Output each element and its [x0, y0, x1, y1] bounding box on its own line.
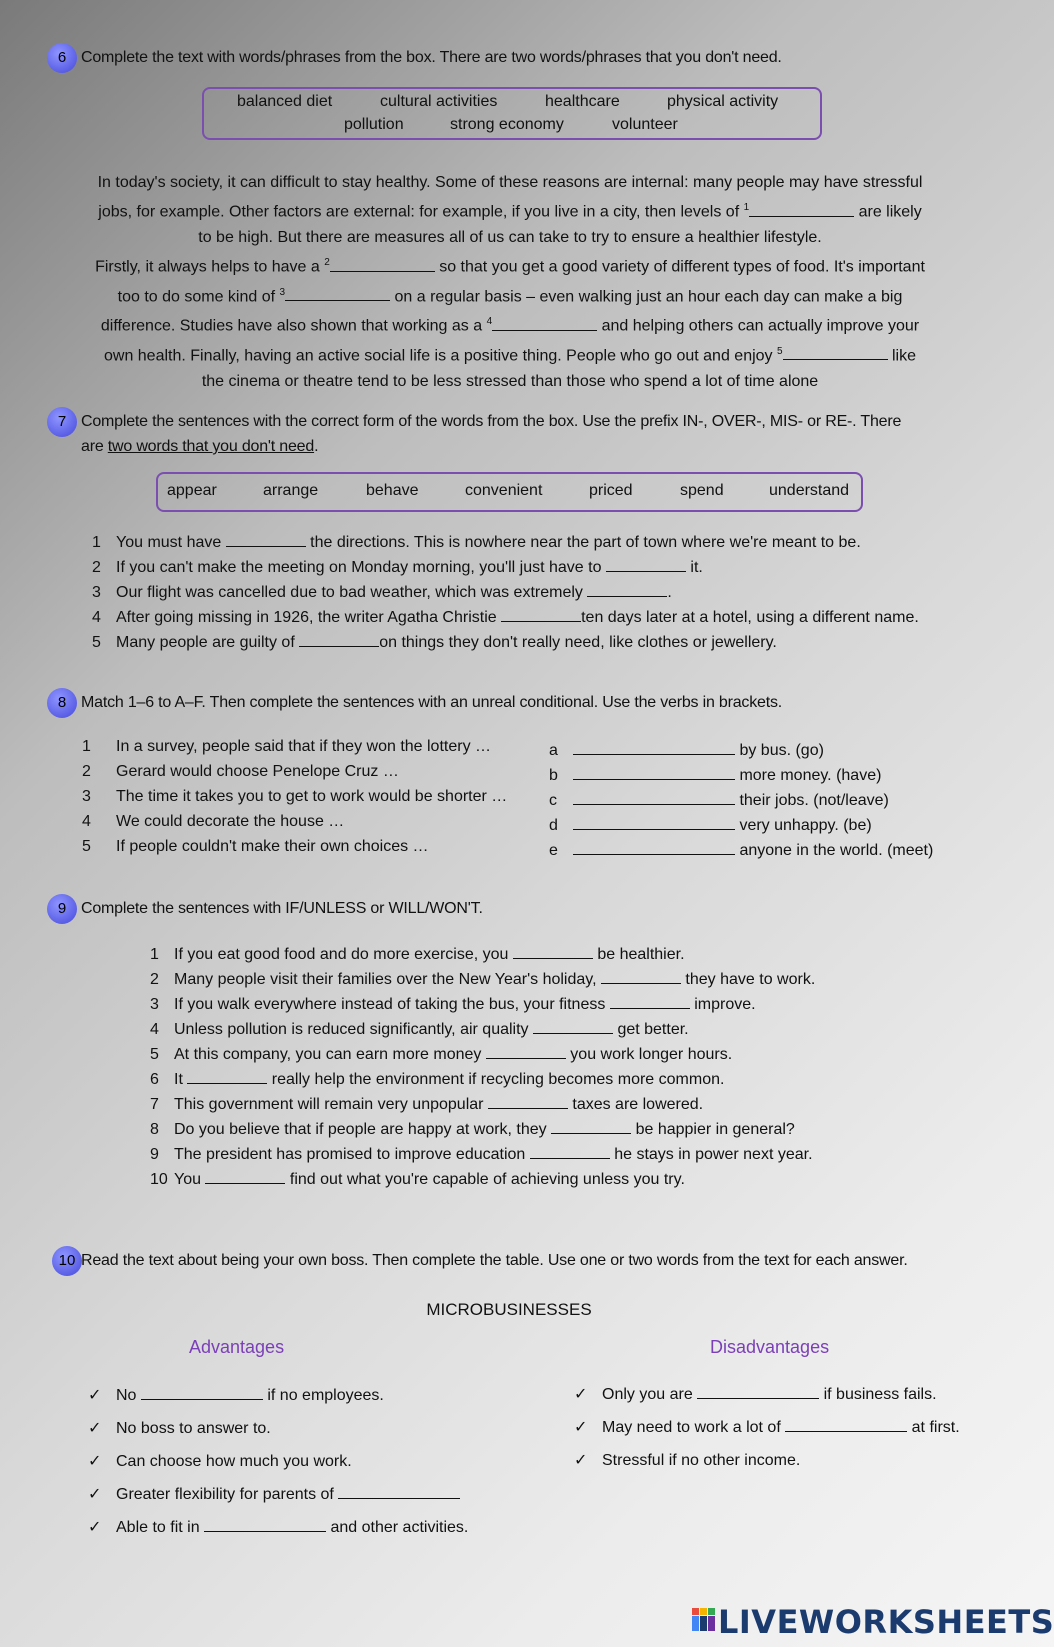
ex8-right-d: d very unhappy. (be) [549, 817, 872, 834]
ex9-blank-5[interactable] [486, 1044, 566, 1059]
ex8-left-2: 2 Gerard would choose Penelope Cruz … [82, 763, 399, 780]
exercise-number-8: 8 [47, 688, 77, 718]
disadv-blank-1[interactable] [697, 1384, 819, 1399]
blank-input-2[interactable] [330, 257, 435, 272]
checkmark-icon: ✓ [88, 1420, 102, 1437]
exercise-6-instruction: Complete the text with words/phrases from the box. There are two words/phrases that you don't need. [81, 49, 782, 66]
blank-input-1[interactable] [749, 202, 854, 217]
checkmark-icon: ✓ [88, 1486, 102, 1503]
ex7-box-word-4: convenient [465, 482, 543, 499]
ex8-left-4: 4 We could decorate the house … [82, 813, 345, 830]
ex6-box-word-4: physical activity [667, 93, 779, 110]
ex6-line-2: jobs, for example. Other factors are external: for example, if you live in a city, then levels of $^1$ are likely [98, 202, 922, 221]
ex7-box-word-1: appear [167, 482, 217, 499]
ex9-item-2: 2 Many people visit their families over the New Year's holiday, they have to work. [150, 971, 816, 988]
ex6-box-word-7: volunteer [612, 116, 678, 133]
ex8-left-1: 1 In a survey, people said that if they won the lottery … [82, 738, 492, 755]
ex6-box-word-2: cultural activities [380, 93, 498, 110]
exercise-10-instruction: Read the text about being your own boss. Then complete the table. Use one or two words from the text for each answer. [81, 1252, 908, 1269]
ex9-blank-7[interactable] [488, 1094, 568, 1109]
ex9-blank-10[interactable] [205, 1169, 285, 1184]
ex9-item-9: 9 The president has promised to improve education he stays in power next year. [150, 1146, 813, 1163]
ex7-blank-3[interactable] [587, 582, 667, 597]
exercise-number-10: 10 [52, 1246, 82, 1276]
ex9-item-8: 8 Do you believe that if people are happy at work, they be happier in general? [150, 1121, 795, 1138]
ex9-blank-9[interactable] [530, 1144, 610, 1159]
disadvantages-heading: Disadvantages [710, 1337, 830, 1357]
ex7-item-3: 3 Our flight was cancelled due to bad weather, which was extremely . [92, 584, 672, 601]
ex8-right-b: b more money. (have) [549, 767, 882, 784]
ex8-blank-d[interactable] [573, 815, 735, 830]
advantage-item-2: ✓ No boss to answer to. [88, 1420, 271, 1437]
ex6-box-word-3: healthcare [545, 93, 620, 110]
exercise-number-6: 6 [47, 43, 77, 73]
ex6-line-6: difference. Studies have also shown that working as a $^4$ and helping others can actually improve your [100, 316, 920, 335]
ex9-item-7: 7 This government will remain very unpopular taxes are lowered. [150, 1096, 704, 1113]
exercise-7-instruction: Complete the sentences with the correct form of the words from the box. Use the prefix IN-, OVER-, MIS- or RE-. There are two words that you don't need. [81, 413, 902, 455]
ex6-line-7: own health. Finally, having an active social life is a positive thing. People who go out and enjoy $^5$ like [103, 346, 916, 365]
ex9-blank-4[interactable] [533, 1019, 613, 1034]
ex9-blank-1[interactable] [513, 944, 593, 959]
ex9-item-6: 6 It really help the environment if recycling becomes more common. [150, 1071, 725, 1088]
ex7-item-5: 5 Many people are guilty of on things they don't really need, like clothes or jewellery. [92, 634, 777, 651]
exercise-8-instruction: Match 1–6 to A–F. Then complete the sentences with an unreal conditional. Use the verbs in brackets. [81, 694, 783, 711]
advantage-item-5: ✓ Able to fit in and other activities. [88, 1519, 469, 1536]
checkmark-icon: ✓ [574, 1452, 588, 1469]
ex9-item-4: 4 Unless pollution is reduced significantly, air quality get better. [150, 1021, 689, 1038]
ex7-item-2: 2 If you can't make the meeting on Monday morning, you'll just have to it. [92, 559, 703, 576]
ex7-box-word-5: priced [589, 482, 633, 499]
adv-blank-5[interactable] [204, 1517, 326, 1532]
disadvantage-item-2: ✓ May need to work a lot of at first. [574, 1419, 960, 1436]
advantage-item-4: ✓ Greater flexibility for parents of [88, 1484, 460, 1504]
ex9-item-1: 1 If you eat good food and do more exercise, you be healthier. [150, 946, 685, 963]
liveworksheets-logo-icon [692, 1608, 716, 1632]
adv-blank-1[interactable] [141, 1385, 263, 1400]
ex8-blank-b[interactable] [573, 765, 735, 780]
checkmark-icon: ✓ [88, 1519, 102, 1536]
ex9-item-5: 5 At this company, you can earn more money you work longer hours. [150, 1046, 733, 1063]
exercise-number-9: 9 [47, 894, 77, 924]
ex8-right-c: c their jobs. (not/leave) [549, 792, 889, 809]
ex8-blank-c[interactable] [573, 790, 735, 805]
blank-input-5[interactable] [783, 345, 888, 360]
ex9-blank-6[interactable] [187, 1069, 267, 1084]
ex6-line-4: Firstly, it always helps to have a $^2$ so that you get a good variety of different types of food. It's important [95, 257, 925, 276]
underlined-phrase: two words that you don't need [107, 438, 315, 455]
ex6-box-word-1: balanced diet [237, 93, 333, 110]
ex7-blank-5[interactable] [299, 632, 379, 647]
ex8-right-e: e anyone in the world. (meet) [549, 842, 934, 859]
ex8-blank-a[interactable] [573, 740, 735, 755]
ex7-box-word-2: arrange [263, 482, 319, 499]
table-title: MICROBUSINESSES [426, 1300, 592, 1319]
ex7-box-word-7: understand [769, 482, 850, 499]
adv-blank-4[interactable] [338, 1484, 460, 1499]
disadvantage-item-3: ✓ Stressful if no other income. [574, 1452, 801, 1469]
checkmark-icon: ✓ [88, 1387, 102, 1404]
ex9-blank-2[interactable] [601, 969, 681, 984]
exercise-number-7: 7 [47, 407, 77, 437]
ex9-blank-8[interactable] [551, 1119, 631, 1134]
ex7-blank-4[interactable] [501, 607, 581, 622]
ex6-box-word-5: pollution [344, 116, 404, 133]
ex7-box-word-3: behave [366, 482, 419, 499]
blank-input-3[interactable] [285, 286, 390, 301]
ex7-blank-1[interactable] [226, 532, 306, 547]
ex6-line-1: In today's society, it can difficult to stay healthy. Some of these reasons are internal: many people may have stressful [97, 174, 923, 191]
advantage-item-3: ✓ Can choose how much you work. [88, 1453, 352, 1470]
ex9-item-3: 3 If you walk everywhere instead of taking the bus, your fitness improve. [150, 996, 756, 1013]
blank-input-4[interactable] [492, 316, 597, 331]
ex7-item-1: 1 You must have the directions. This is nowhere near the part of town where we're meant to be. [92, 534, 861, 551]
ex7-box-word-6: spend [680, 482, 724, 499]
disadvantage-item-1: ✓ Only you are if business fails. [574, 1386, 937, 1403]
exercise-6-text [60, 170, 960, 394]
advantages-heading: Advantages [189, 1337, 285, 1357]
ex6-box-word-6: strong economy [450, 116, 564, 133]
ex8-right-a: a by bus. (go) [549, 742, 824, 759]
ex6-line-3: to be high. But there are measures all of us can take to try to ensure a healthier lifestyle. [198, 228, 822, 246]
checkmark-icon: ✓ [88, 1453, 102, 1470]
checkmark-icon: ✓ [574, 1419, 588, 1436]
ex9-item-10: 10 You find out what you're capable of achieving unless you try. [150, 1171, 685, 1188]
ex8-blank-e[interactable] [573, 840, 735, 855]
ex8-left-5: 5 If people couldn't make their own choices … [82, 838, 429, 855]
ex7-blank-2[interactable] [606, 557, 686, 572]
ex9-blank-3[interactable] [610, 994, 690, 1009]
advantage-item-1: ✓ No if no employees. [88, 1387, 384, 1404]
disadv-blank-2[interactable] [785, 1417, 907, 1432]
ex7-item-4: 4 After going missing in 1926, the writer Agatha Christie ten days later at a hotel, using a different name. [92, 609, 919, 626]
checkmark-icon: ✓ [574, 1386, 588, 1403]
ex6-line-8: the cinema or theatre tend to be less stressed than those who spend a lot of time alone [201, 372, 819, 390]
exercise-9-instruction: Complete the sentences with IF/UNLESS or WILL/WON'T. [81, 900, 483, 917]
ex6-line-5: too to do some kind of $^3$ on a regular basis – even walking just an hour each day can make a big [117, 286, 903, 306]
ex8-left-3: 3 The time it takes you to get to work would be shorter … [82, 788, 508, 805]
liveworksheets-logo[interactable]: LIVEWORKSHEETS [718, 1603, 1054, 1641]
